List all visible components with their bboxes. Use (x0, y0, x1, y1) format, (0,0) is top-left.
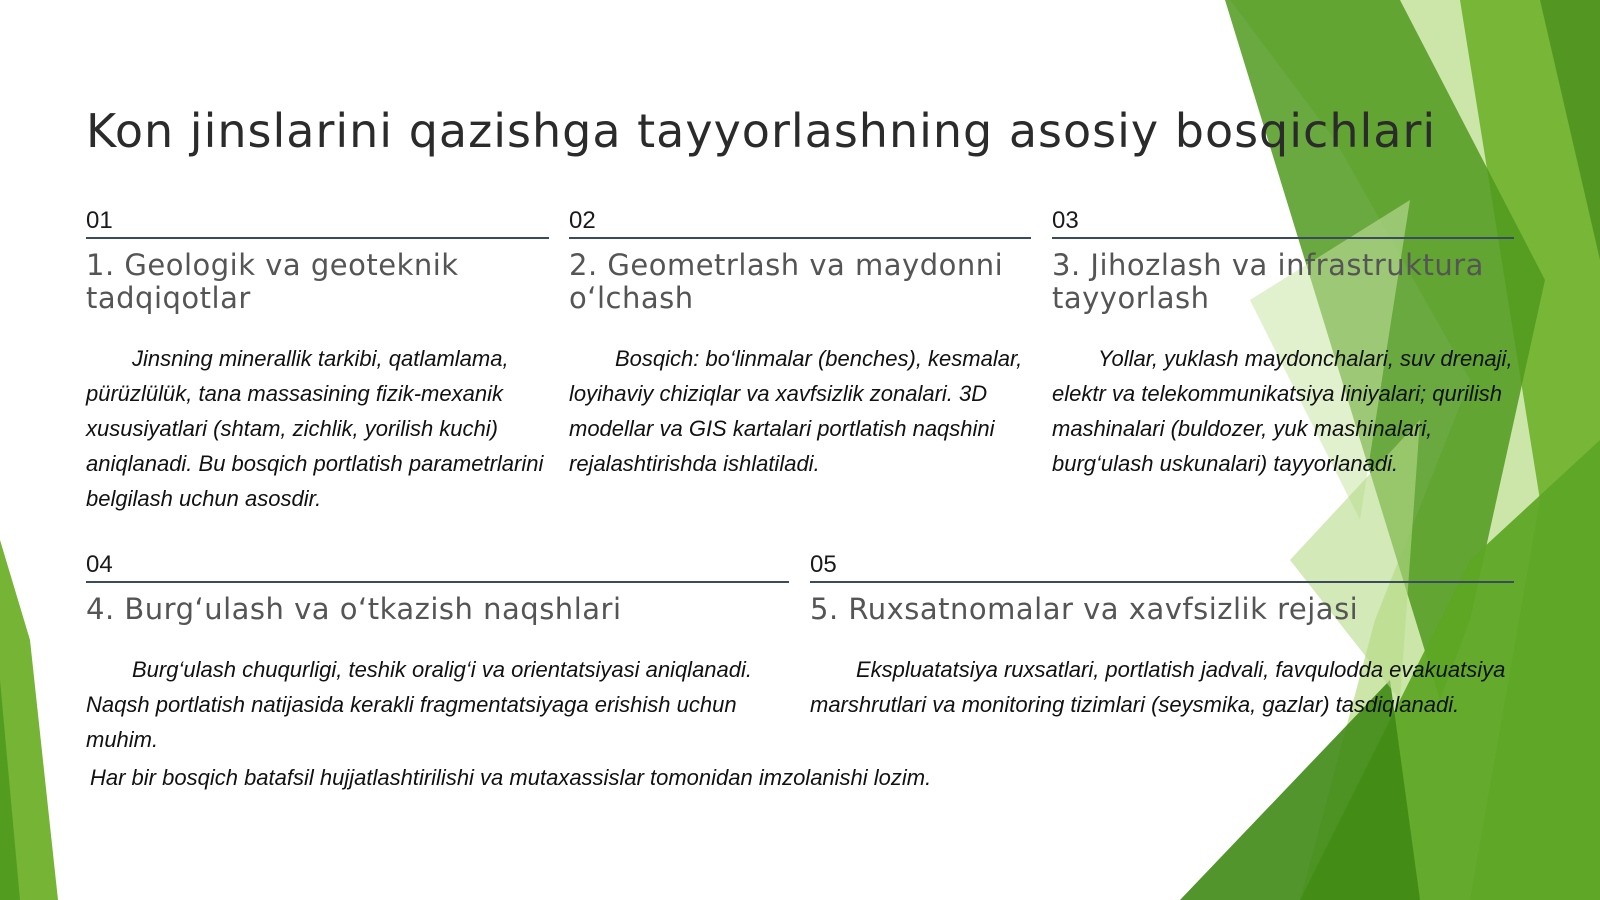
step-heading: 4. Burg‘ulash va o‘tkazish naqshlari (86, 592, 622, 626)
step-heading: 1. Geologik va geoteknik tadqiqotlar (86, 248, 459, 315)
step-heading: 5. Ruxsatnomalar va xavfsizlik rejasi (810, 592, 1359, 626)
step-number: 03 (1052, 205, 1514, 239)
step-description: Ekspluatatsiya ruxsatlari, portlatish jadvali, favqulodda evakuatsiya marshrutlari va monitoring tizimlari (seysmika, gazlar) tasdiqlanadi. (810, 657, 1506, 717)
step-03 (1052, 205, 1514, 481)
slide-title: Kon jinslarini qazishga tayyorlashning asosiy bosqichlari (86, 104, 1437, 158)
step-description: Jinsning minerallik tarkibi, qatlamlama, pürüzlülük, tana massasining fizik-mexanik xususiyatlari (shtam, zichlik, yorilish kuchi) aniqlanadi. Bu bosqich portlatish parametrlarini belgilash uchun asosdir. (86, 346, 544, 511)
step-description: Yollar, yuklash maydonchalari, suv drenaji, elektr va telekommunikatsiya liniyalari; qurilish mashinalari (buldozer, yuk mashinalari, burg‘ulash uskunalari) tayyorlanadi. (1052, 346, 1513, 476)
step-heading: 2. Geometrlash va maydonni o‘lchash (569, 248, 1004, 315)
step-02 (569, 205, 1031, 481)
step-number: 04 (86, 549, 789, 583)
step-description: Bosqich: bo‘linmalar (benches), kesmalar, loyihaviy chiziqlar va xavfsizlik zonalari. 3D modellar va GIS kartalari portlatish naqshini rejalashtirishda ishlatiladi. (569, 346, 1023, 476)
step-05 (810, 549, 1514, 722)
step-description: Burg‘ulash chuqurligi, teshik oralig‘i va orientatsiyasi aniqlanadi. Naqsh portlatish natijasida kerakli fragmentatsiyaga erishish uchun muhim. (86, 657, 753, 752)
step-number: 02 (569, 205, 1031, 239)
step-heading: 3. Jihozlash va infrastruktura tayyorlash (1052, 248, 1484, 315)
step-01 (86, 205, 549, 516)
step-number: 05 (810, 549, 1514, 583)
step-number: 01 (86, 205, 549, 239)
step-04 (86, 549, 789, 757)
footer-note: Har bir bosqich batafsil hujjatlashtirilishi va mutaxassislar tomonidan imzolanishi lozim. (90, 765, 932, 790)
